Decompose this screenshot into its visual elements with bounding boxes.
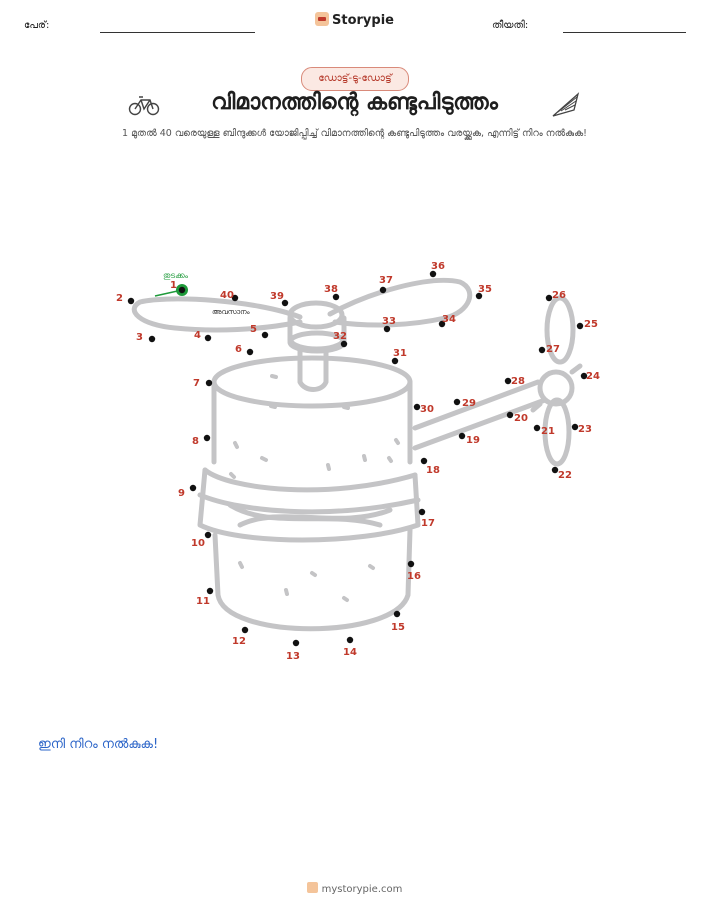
end-label: അവസാനം	[212, 308, 250, 316]
dot-number-21: 21	[541, 426, 555, 437]
dot-11[interactable]	[207, 588, 213, 594]
dot-29[interactable]	[454, 399, 460, 405]
dot-3[interactable]	[149, 336, 155, 342]
numbered-dots	[116, 261, 600, 662]
dot-6[interactable]	[247, 349, 253, 355]
dot-12[interactable]	[242, 627, 248, 633]
dot-15[interactable]	[394, 611, 400, 617]
activity-badge: ഡോട്ട്-ടു-ഡോട്ട്	[301, 67, 409, 91]
dot-1[interactable]	[179, 287, 185, 293]
dot-number-6: 6	[235, 344, 242, 355]
dot-number-25: 25	[584, 319, 598, 330]
dot-number-16: 16	[407, 571, 421, 582]
instructions: 1 മുതൽ 40 വരെയുള്ള ബിന്ദുക്കൾ യോജിപ്പിച്ച് വിമാനത്തിന്റെ കണ്ടുപിടുത്തം വരയ്ക്കുക, എന്നിട്ട് നിറം നൽകുക!	[122, 128, 587, 139]
dot-number-10: 10	[191, 538, 205, 549]
name-label: പേര്:	[24, 20, 50, 31]
dot-number-18: 18	[426, 465, 440, 476]
dot-20[interactable]	[507, 412, 513, 418]
dot-number-14: 14	[343, 647, 357, 658]
dot-14[interactable]	[347, 637, 353, 643]
dot-number-22: 22	[558, 470, 572, 481]
dot-number-30: 30	[420, 404, 434, 415]
dot-number-3: 3	[136, 332, 143, 343]
dot-number-36: 36	[431, 261, 445, 272]
dot-21[interactable]	[534, 425, 540, 431]
dot-25[interactable]	[577, 323, 583, 329]
color-prompt: ഇനി നിറം നൽകുക!	[38, 737, 159, 752]
dot-number-33: 33	[382, 316, 396, 327]
dot-number-15: 15	[391, 622, 405, 633]
dot-number-24: 24	[586, 371, 600, 382]
dot-4[interactable]	[205, 335, 211, 341]
dot-number-37: 37	[379, 275, 393, 286]
dot-19[interactable]	[459, 433, 465, 439]
dot-number-20: 20	[514, 413, 528, 424]
dot-17[interactable]	[419, 509, 425, 515]
dot-number-17: 17	[421, 518, 435, 529]
dot-16[interactable]	[408, 561, 414, 567]
dot-number-29: 29	[462, 398, 476, 409]
dot-number-27: 27	[546, 344, 560, 355]
dot-number-13: 13	[286, 651, 300, 662]
footer-url[interactable]: mystorypie.com	[321, 884, 403, 895]
dot-37[interactable]	[380, 287, 386, 293]
dot-2[interactable]	[128, 298, 134, 304]
airplane-outline	[134, 280, 580, 628]
dot-number-12: 12	[232, 636, 246, 647]
dot-10[interactable]	[205, 532, 211, 538]
page-title: വിമാനത്തിന്റെ കണ്ടുപിടുത്തം	[211, 90, 498, 115]
dot-number-40: 40	[220, 290, 234, 301]
dot-number-9: 9	[178, 488, 185, 499]
dot-number-8: 8	[192, 436, 199, 447]
brand-name: Storypie	[332, 13, 394, 28]
dot-18[interactable]	[421, 458, 427, 464]
dot-5[interactable]	[262, 332, 268, 338]
dot-7[interactable]	[206, 380, 212, 386]
dot-number-38: 38	[324, 284, 338, 295]
dot-number-1: 1	[170, 280, 177, 291]
footer	[0, 882, 709, 895]
dot-9[interactable]	[190, 485, 196, 491]
dot-number-39: 39	[270, 291, 284, 302]
dot-number-34: 34	[442, 314, 456, 325]
dot-number-19: 19	[466, 435, 480, 446]
dot-number-28: 28	[511, 376, 525, 387]
dot-number-32: 32	[333, 331, 347, 342]
storypie-small-logo-icon	[307, 882, 318, 893]
date-label: തീയതി:	[492, 20, 529, 31]
dot-number-31: 31	[393, 348, 407, 359]
dot-number-26: 26	[552, 290, 566, 301]
dot-number-35: 35	[478, 284, 492, 295]
dot-number-7: 7	[193, 378, 200, 389]
dot-8[interactable]	[204, 435, 210, 441]
dot-number-5: 5	[250, 324, 257, 335]
start-label: തുടക്കം	[163, 271, 188, 280]
dot-number-23: 23	[578, 424, 592, 435]
dot-number-4: 4	[194, 330, 201, 341]
dot-number-11: 11	[196, 596, 210, 607]
dot-27[interactable]	[539, 347, 545, 353]
dot-number-2: 2	[116, 293, 123, 304]
dot-13[interactable]	[293, 640, 299, 646]
